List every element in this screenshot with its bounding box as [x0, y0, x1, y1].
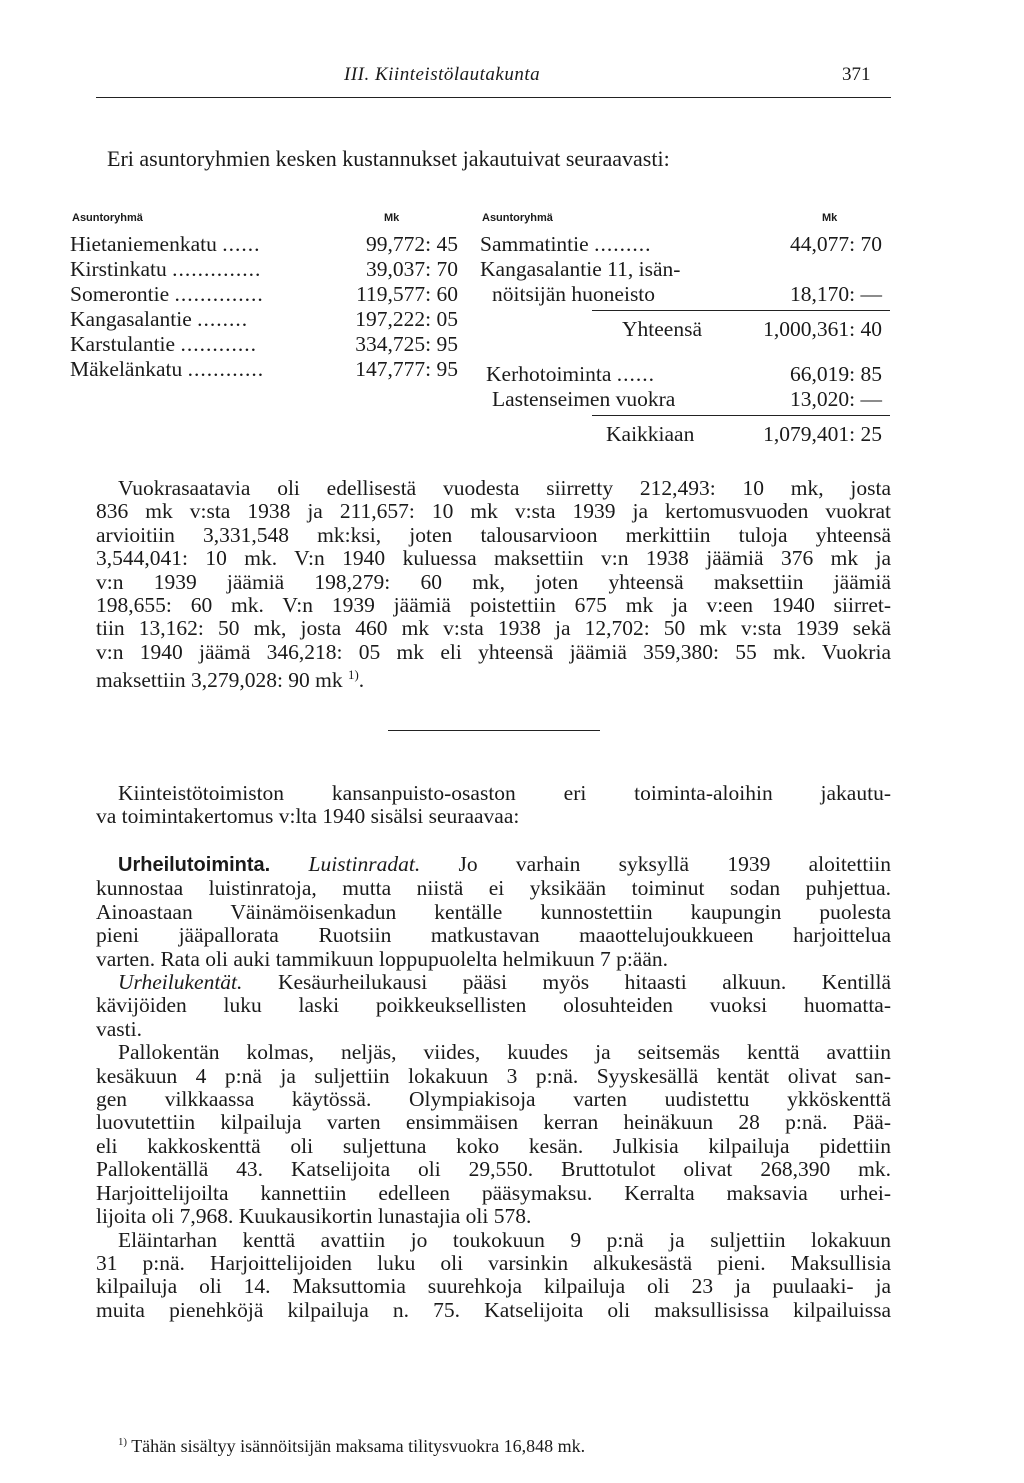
row-amount: 147,777: 95 — [355, 357, 458, 381]
text-line: pieni jääpallorata Ruotsiin matkustavan maaottelujoukkueen harjoittelua — [96, 923, 891, 948]
header-rule — [96, 97, 891, 98]
text-line: luovutettiin kilpailuja varten ensimmäisen kerran heinäkuun 28 p:nä. Pää- — [96, 1110, 891, 1135]
rent-receivables-paragraph — [96, 477, 891, 693]
intro-sentence: Eri asuntoryhmien kesken kustannukset jakautuivat seuraavasti: — [107, 146, 670, 171]
row-amount: 334,725: 95 — [355, 332, 458, 356]
text-line-content: Kesäurheilukausi pääsi myös hitaasti alkuun. Kentillä — [277, 970, 891, 995]
row-label: Kangasalantie — [70, 307, 192, 331]
row-label: Mäkelänkatu — [70, 357, 183, 381]
text-line: 31 p:nä. Harjoittelijoiden luku oli varsinkin alkukesästä pieni. Maksullisia — [96, 1250, 891, 1275]
text-line-content: Jo varhain syksyllä 1939 aloitettiin — [458, 852, 891, 876]
table-row — [70, 282, 264, 307]
table-row — [70, 257, 261, 282]
row-amount: 39,037: 70 — [366, 257, 458, 281]
table-row — [70, 232, 260, 257]
subsection-heading: Luistinradat. — [308, 852, 421, 876]
sports-section — [96, 853, 891, 1322]
table-row — [70, 332, 257, 357]
table-row — [480, 232, 651, 257]
row-leader: .............. — [172, 257, 262, 281]
text-line: kilpailuja oli 14. Maksuttomia suurehkoja kilpailuja oli 23 ja puulaaki- ja — [96, 1274, 891, 1299]
row-label: Kirstinkatu — [70, 257, 167, 281]
subtotal-amount: 1,000,361: 40 — [763, 317, 882, 341]
footnote-text: Tähän sisältyy isännöitsijän maksama tilitysvuokra 16,848 mk. — [131, 1436, 586, 1456]
row-amount: 197,222: 05 — [355, 307, 458, 331]
row-leader: ............ — [180, 332, 257, 356]
text-line: Pallokentän kolmas, neljäs, viides, kuudes ja seitsemäs kenttä avattiin — [118, 1040, 891, 1065]
text-line: 836 mk v:sta 1938 ja 211,657: 10 mk v:sta 1939 ja kertomusvuoden vuokrat — [96, 499, 891, 524]
right-col-group-header: Asuntoryhmä — [482, 212, 553, 224]
section-separator — [388, 730, 600, 731]
text-line: kävijöiden luku laski poikkeuksellisten olosuhteiden vuoksi huomatta- — [96, 993, 891, 1018]
footnote — [118, 1436, 585, 1457]
row-amount: 99,772: 45 — [366, 232, 458, 256]
row-amount: 18,170: — — [790, 282, 882, 306]
row-label: Sammatintie — [480, 232, 589, 256]
subtotal-rule — [592, 310, 890, 311]
footnote-mark: 1) — [118, 1436, 127, 1448]
text-line: Ainoastaan Väinämöisenkadun kentälle kunnostettiin kaupungin puolesta — [96, 899, 891, 924]
row-label-continued: nöitsijän huoneisto — [492, 282, 656, 306]
text-line: Eläintarhan kenttä avattiin jo toukokuun 9 p:nä ja suljettiin lokakuun — [118, 1227, 891, 1252]
text-line — [96, 664, 891, 693]
text-line: eli kakkoskenttä oli suljettuna koko kesän. Julkisia kilpailuja pidettiin — [96, 1133, 891, 1158]
left-col-amount-header: Mk — [384, 212, 400, 224]
text-line: Pallokentällä 43. Katselijoita oli 29,550. Bruttotulot olivat 268,390 mk. — [96, 1157, 891, 1182]
row-leader: ......... — [594, 232, 652, 256]
subsection-heading: Urheilukentät. — [118, 970, 243, 995]
row-label: Lastenseimen vuokra — [492, 387, 676, 411]
text-line: lijoita oli 7,968. Kuukausikortin lunastajia oli 578. — [96, 1204, 532, 1229]
right-col-amount-header: Mk — [822, 212, 838, 224]
table-row — [70, 307, 248, 332]
row-label: Somerontie — [70, 282, 170, 306]
section-heading: Urheilutoiminta. — [118, 854, 271, 876]
table-row — [70, 357, 264, 382]
row-label: Karstulantie — [70, 332, 176, 356]
subtotal-label: Yhteensä — [622, 317, 702, 341]
total-amount: 1,079,401: 25 — [763, 422, 882, 446]
text-line: kunnostaa luistinratoja, mutta niistä ei yksikään toiminut sodan puhjettua. — [96, 876, 891, 901]
left-col-group-header: Asuntoryhmä — [72, 212, 143, 224]
total-rule — [592, 415, 890, 416]
text-line: tiin 13,162: 50 mk, josta 460 mk v:sta 1938 ja 12,702: 50 mk v:sta 1939 sekä — [96, 616, 891, 641]
sentence-end: . — [358, 668, 365, 693]
row-label: Hietaniemenkatu — [70, 232, 217, 256]
text-line: 198,655: 60 mk. V:n 1939 jäämiä poistettiin 675 mk ja v:een 1940 siirret- — [96, 593, 891, 618]
text-line: Harjoittelijoilta kannettiin edelleen pääsymaksu. Kerralta maksavia urhei- — [96, 1180, 891, 1205]
text-line: v:n 1940 jäämä 346,218: 05 mk eli yhteensä jäämiä 359,380: 55 mk. Vuokria — [96, 639, 891, 664]
row-amount: 44,077: 70 — [790, 232, 882, 256]
text-line: va toimintakertomus v:lta 1940 sisälsi seuraavaa: — [96, 804, 520, 829]
row-leader: .............. — [174, 282, 264, 306]
page-number: 371 — [842, 64, 871, 85]
table-row — [486, 362, 655, 387]
row-leader: ...... — [222, 232, 261, 256]
text-line: v:n 1939 jäämiä 198,279: 60 mk, joten yhteensä maksettiin jäämiä — [96, 569, 891, 594]
running-header-title: III. Kiinteistölautakunta — [344, 64, 541, 85]
row-label: Kerhotoiminta — [486, 362, 612, 386]
text-line — [96, 971, 891, 994]
footnote-reference: 1) — [348, 668, 359, 683]
row-amount: 66,019: 85 — [790, 362, 882, 386]
total-label: Kaikkiaan — [606, 422, 695, 446]
text-line: 3,544,041: 10 mk. V:n 1940 kuluessa maksettiin v:n 1938 jäämiä 376 mk ja — [96, 546, 891, 571]
text-line: muita pienehköjä kilpailuja n. 75. Katselijoita oli maksullisissa kilpailuissa — [96, 1297, 891, 1322]
row-leader: ........ — [197, 307, 249, 331]
text-line: arvioitiin 3,331,548 mk:ksi, joten talousarvioon merkittiin tuloja yhteensä — [96, 522, 891, 547]
text-line: vasti. — [96, 1016, 142, 1041]
row-amount: 119,577: 60 — [356, 282, 458, 306]
row-leader: ...... — [616, 362, 656, 386]
text-line — [96, 853, 891, 877]
text-line: Kiinteistötoimiston kansanpuisto-osaston eri toiminta-aloihin jakautu- — [118, 781, 891, 805]
row-leader: ............ — [187, 357, 265, 381]
text-line: Vuokrasaatavia oli edellisestä vuodesta siirretty 212,493: 10 mk, josta — [118, 476, 891, 500]
row-label: Kangasalantie 11, isän- — [480, 257, 681, 281]
text-line-content: maksettiin 3,279,028: 90 mk — [96, 668, 343, 693]
report-intro-paragraph — [96, 782, 891, 829]
text-line: gen vilkkaassa käytössä. Olympiakisoja varten uudistettu ykköskenttä — [96, 1087, 891, 1112]
row-amount: 13,020: — — [790, 387, 882, 411]
text-line: kesäkuun 4 p:nä ja suljettiin lokakuun 3 p:nä. Syyskesällä kentät olivat san- — [96, 1063, 891, 1088]
text-line: varten. Rata oli auki tammikuun loppupuolelta helmikuun 7 p:ään. — [96, 946, 669, 971]
